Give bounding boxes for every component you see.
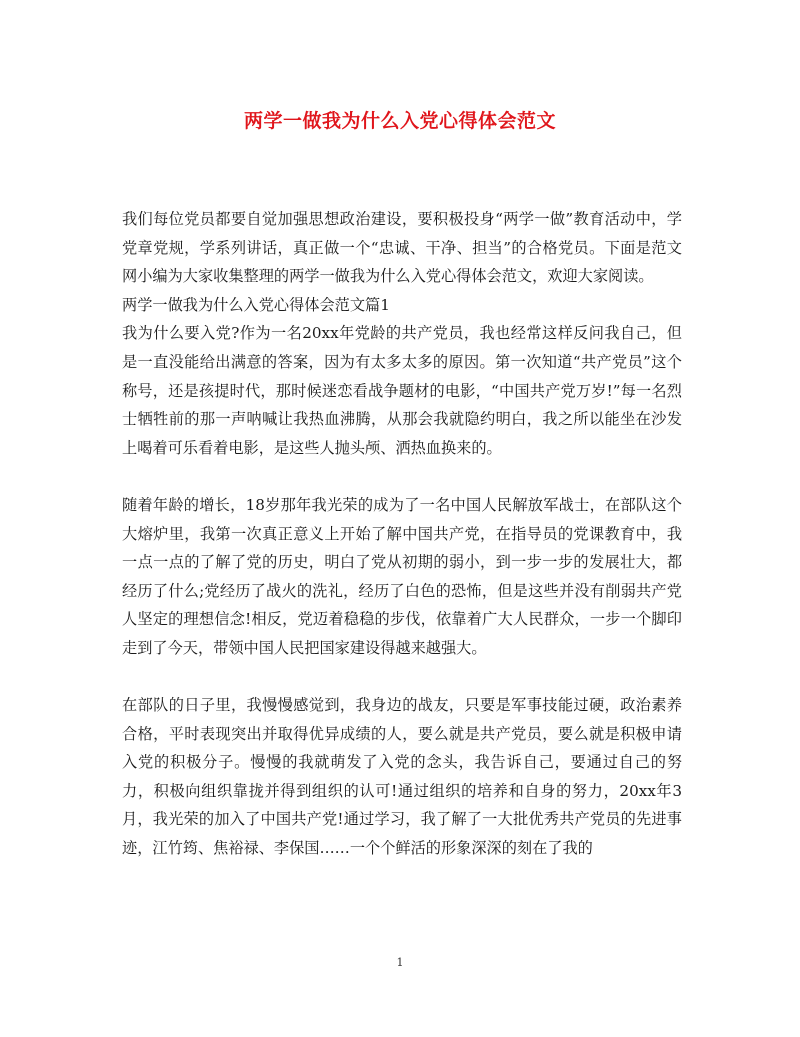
paragraph-gap (122, 663, 682, 692)
body-paragraph: 在部队的日子里，我慢慢感觉到，我身边的战友，只要是军事技能过硬，政治素养合格，平时表现突出并取得优异成绩的人，要么就是共产党员，要么就是积极申请入党的积极分子。慢慢的我就萌发了入党的念头，我告诉自己，要通过自己的努力，积极向组织靠拢并得到组织的认可!通过组织的培养和自身的努力，20xx年3月，我光荣的加入了中国共产党!通过学习，我了解了一大批优秀共产党员的先进事迹，江竹筠、焦裕禄、李保国……一个个鲜活的形象深深的刻在了我的 (122, 696, 682, 858)
page-number: 1 (396, 956, 404, 969)
intro-paragraph: 我们每位党员都要自觉加强思想政治建设，要积极投身“两学一做”教育活动中，学党章党规，学系列讲话，真正做一个“忠诚、干净、担当”的合格党员。下面是范文网小编为大家收集整理的两学一做我为什么入党心得体会范文，欢迎大家阅读。 (122, 210, 682, 286)
body-paragraph: 随着年龄的增长，18岁那年我光荣的成为了一名中国人民解放军战士，在部队这个大熔炉里，我第一次真正意义上开始了解中国共产党，在指导员的党课教育中，我一点一点的了解了党的历史，明白了党从初期的弱小，到一步一步的发展壮大，都经历了什么;党经历了战火的洗礼，经历了白色的恐怖，但是这些并没有削弱共产党人坚定的理想信念!相反，党迈着稳稳的步伐，依靠着广大人民群众，一步一个脚印走到了今天，带领中国人民把国家建设得越来越强大。 (122, 495, 682, 657)
section-heading: 两学一做我为什么入党心得体会范文篇1 (122, 295, 390, 314)
body-paragraph: 我为什么要入党?作为一名20xx年党龄的共产党员，我也经常这样反问我自己，但是一直没能给出满意的答案，因为有太多太多的原因。第一次知道“共产党员”这个称号，还是孩提时代，那时候迷恋看战争题材的电影，“中国共产党万岁!”每一名烈士牺牲前的那一声呐喊让我热血沸腾，从那会我就隐约明白，我之所以能坐在沙发上喝着可乐看着电影，是这些人抛头颅、洒热血换来的。 (122, 324, 682, 457)
paragraph-gap (122, 462, 682, 491)
document-body (122, 205, 682, 863)
document-title: 两学一做我为什么入党心得体会范文 (243, 110, 556, 132)
